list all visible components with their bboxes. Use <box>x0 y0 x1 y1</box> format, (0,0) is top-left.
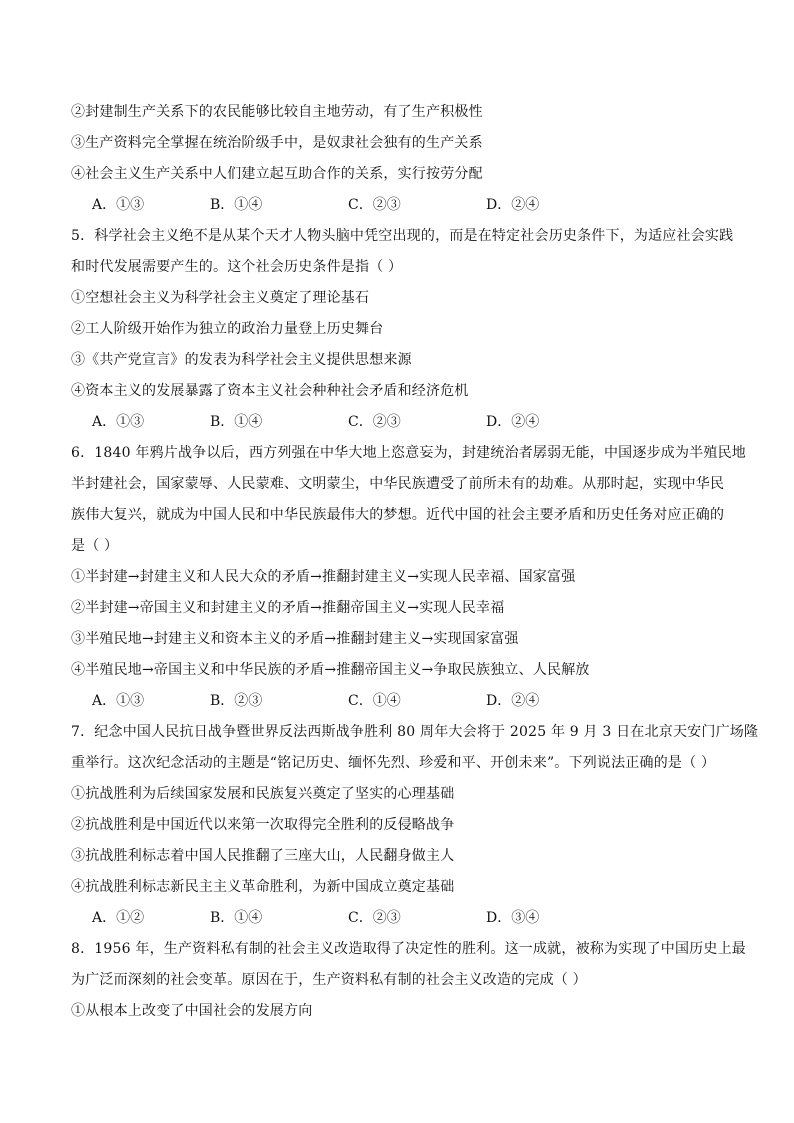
q6-stem-line-4: 是（ ） <box>71 538 119 554</box>
q4-option-d[interactable]: D．②④ <box>486 197 540 213</box>
q5-item-2: ②工人阶级开始作为独立的政治力量登上历史舞台 <box>71 321 384 337</box>
q6-option-a[interactable]: A．①③ <box>92 693 145 709</box>
q4-options <box>92 195 732 215</box>
q8-stem-line-1: 8．1956 年，生产资料私有制的社会主义改造取得了决定性的胜利。这一成就，被称为实现了中国历史上最 <box>71 941 746 957</box>
q4-option-a[interactable]: A．①③ <box>92 197 145 213</box>
q8-item-1: ①从根本上改变了中国社会的发展方向 <box>71 1003 313 1019</box>
q6-option-c[interactable]: C．①④ <box>348 693 401 709</box>
q7-option-a[interactable]: A．①② <box>92 910 145 926</box>
q5-option-c[interactable]: C．②③ <box>348 414 401 430</box>
q4-option-c[interactable]: C．②③ <box>348 197 401 213</box>
q6-option-d[interactable]: D．②④ <box>486 693 540 709</box>
q6-item-1: ①半封建→封建主义和人民大众的矛盾→推翻封建主义→实现人民幸福、国家富强 <box>71 569 576 585</box>
q5-options <box>92 412 732 432</box>
q5-option-d[interactable]: D．②④ <box>486 414 540 430</box>
q6-stem-line-2: 半封建社会，国家蒙辱、人民蒙难、文明蒙尘，中华民族遭受了前所未有的劫难。从那时起，实现中华民 <box>71 476 725 492</box>
q6-stem-line-3: 族伟大复兴，就成为中国人民和中华民族最伟大的梦想。近代中国的社会主要矛盾和历史任务对应正确的 <box>71 507 725 523</box>
q5-item-1: ①空想社会主义为科学社会主义奠定了理论基石 <box>71 290 370 306</box>
q5-item-3: ③《共产党宣言》的发表为科学社会主义提供思想来源 <box>71 352 412 368</box>
q6-item-2: ②半封建→帝国主义和封建主义的矛盾→推翻帝国主义→实现人民幸福 <box>71 600 505 616</box>
q6-stem-line-1: 6．1840 年鸦片战争以后，西方列强在中华大地上恣意妄为，封建统治者孱弱无能，中国逐步成为半殖民地 <box>71 445 746 461</box>
q5-stem-line-2: 和时代发展需要产生的。这个社会历史条件是指（ ） <box>71 259 403 275</box>
q6-item-4: ④半殖民地→帝国主义和中华民族的矛盾→推翻帝国主义→争取民族独立、人民解放 <box>71 662 590 678</box>
q7-stem-line-1: 7．纪念中国人民抗日战争暨世界反法西斯战争胜利 80 周年大会将于 2025 年 9 月 3 日在北京天安门广场隆 <box>71 724 759 740</box>
q7-item-1: ①抗战胜利为后续国家发展和民族复兴奠定了坚实的心理基础 <box>71 786 455 802</box>
q8-stem-line-2: 为广泛而深刻的社会变革。原因在于，生产资料私有制的社会主义改造的完成（ ） <box>71 972 587 988</box>
q7-option-b[interactable]: B．①④ <box>210 910 263 926</box>
q7-option-d[interactable]: D．③④ <box>486 910 540 926</box>
q7-stem-line-2: 重举行。这次纪念活动的主题是“铭记历史、缅怀先烈、珍爱和平、开创未来”。下列说法正确的是（ ） <box>71 755 716 771</box>
q5-option-a[interactable]: A．①③ <box>92 414 145 430</box>
q7-item-2: ②抗战胜利是中国近代以来第一次取得完全胜利的反侵略战争 <box>71 817 455 833</box>
q6-item-3: ③半殖民地→封建主义和资本主义的矛盾→推翻封建主义→实现国家富强 <box>71 631 519 647</box>
q7-option-c[interactable]: C．②③ <box>348 910 401 926</box>
q4-item-3: ③生产资料完全掌握在统治阶级手中，是奴隶社会独有的生产关系 <box>71 135 483 151</box>
q5-item-4: ④资本主义的发展暴露了资本主义社会种种社会矛盾和经济危机 <box>71 383 469 399</box>
q7-options <box>92 908 732 928</box>
q7-item-4: ④抗战胜利标志新民主主义革命胜利，为新中国成立奠定基础 <box>71 879 455 895</box>
q6-options <box>92 691 732 711</box>
q5-stem-line-1: 5．科学社会主义绝不是从某个天才人物头脑中凭空出现的，而是在特定社会历史条件下，为适应社会实践 <box>71 228 734 244</box>
q4-item-4: ④社会主义生产关系中人们建立起互助合作的关系，实行按劳分配 <box>71 166 483 182</box>
q4-option-b[interactable]: B．①④ <box>210 197 263 213</box>
q6-option-b[interactable]: B．②③ <box>210 693 263 709</box>
q7-item-3: ③抗战胜利标志着中国人民推翻了三座大山，人民翻身做主人 <box>71 848 455 864</box>
q5-option-b[interactable]: B．①④ <box>210 414 263 430</box>
q4-item-2: ②封建制生产关系下的农民能够比较自主地劳动，有了生产积极性 <box>71 104 483 120</box>
